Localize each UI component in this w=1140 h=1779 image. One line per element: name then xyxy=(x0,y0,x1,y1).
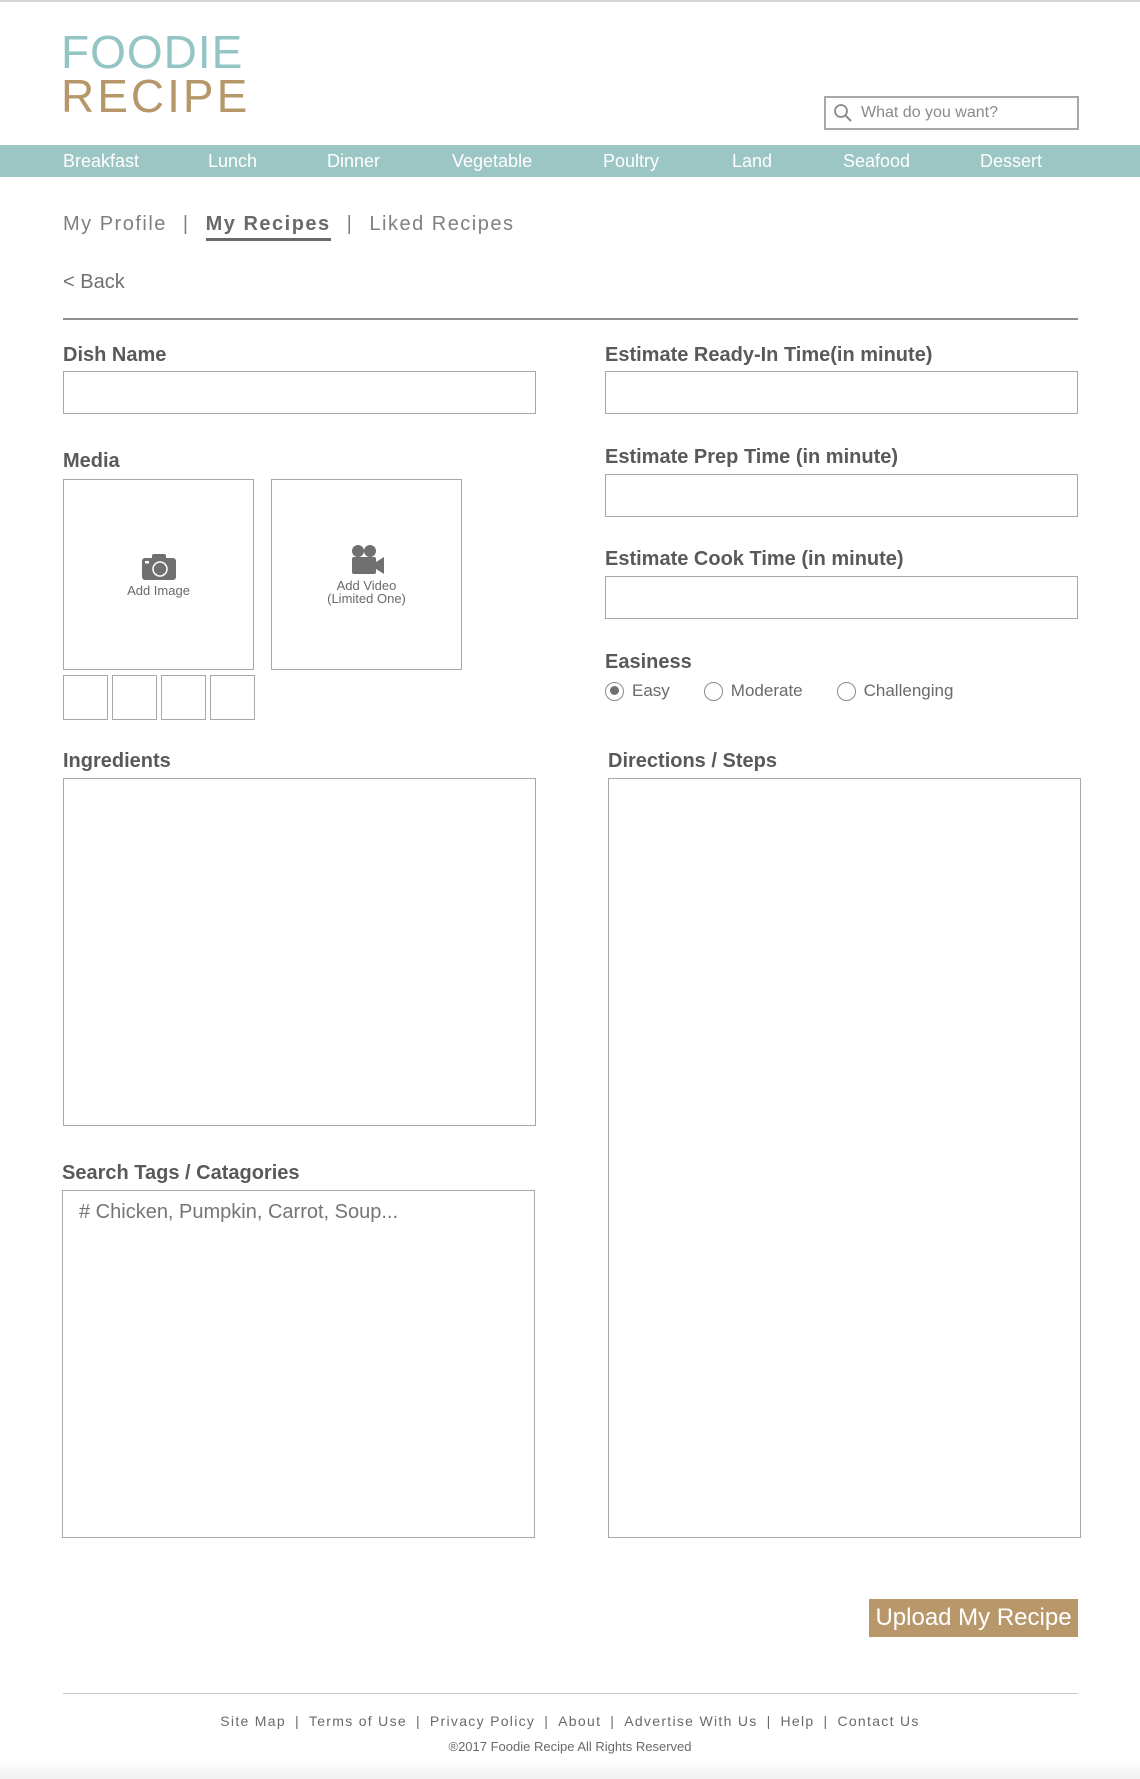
footer-link-help[interactable]: Help xyxy=(780,1713,815,1729)
radio-moderate[interactable] xyxy=(704,681,803,701)
search-tags-label: Search Tags / Catagories xyxy=(62,1162,300,1184)
cook-time-input[interactable] xyxy=(605,576,1078,619)
logo-line-recipe: RECIPE xyxy=(61,70,251,122)
tab-my-recipes[interactable]: My Recipes xyxy=(206,213,331,241)
add-image-label: Add Image xyxy=(127,582,190,598)
easiness-label: Easiness xyxy=(605,651,692,673)
section-divider xyxy=(63,318,1078,320)
copyright-text: ®2017 Foodie Recipe All Rights Reserved xyxy=(448,1739,692,1754)
radio-button[interactable] xyxy=(704,682,723,701)
tab-liked-recipes[interactable]: Liked Recipes xyxy=(369,213,515,235)
profile-subnav xyxy=(63,213,515,241)
footer-separator: | xyxy=(415,1713,421,1729)
directions-textarea[interactable] xyxy=(608,778,1081,1538)
site-logo[interactable] xyxy=(61,26,251,122)
tab-my-profile[interactable]: My Profile xyxy=(63,213,167,235)
footer-link-privacy[interactable]: Privacy Policy xyxy=(429,1713,536,1729)
search-icon xyxy=(833,103,853,123)
nav-item-breakfast[interactable]: Breakfast xyxy=(63,151,140,171)
footer-link-advertise[interactable]: Advertise With Us xyxy=(624,1713,758,1729)
directions-label: Directions / Steps xyxy=(608,750,777,772)
media-thumbnail[interactable] xyxy=(112,675,157,720)
cook-time-label: Estimate Cook Time (in minute) xyxy=(605,548,904,570)
footer-link-about[interactable]: About xyxy=(558,1713,602,1729)
dish-name-label: Dish Name xyxy=(63,344,167,366)
footer-separator: | xyxy=(610,1713,616,1729)
nav-item-seafood[interactable]: Seafood xyxy=(843,151,911,171)
add-image-button[interactable] xyxy=(63,479,254,670)
footer-separator: | xyxy=(294,1713,300,1729)
radio-button-selected[interactable] xyxy=(605,682,624,701)
footer-link-contact[interactable]: Contact Us xyxy=(837,1713,920,1729)
footer-separator: | xyxy=(766,1713,772,1729)
ingredients-label: Ingredients xyxy=(63,750,171,772)
dish-name-input[interactable] xyxy=(63,371,536,414)
logo-line-foodie: FOODIE xyxy=(61,26,244,78)
radio-button[interactable] xyxy=(837,682,856,701)
subnav-separator: | xyxy=(346,213,354,235)
nav-item-land[interactable]: Land xyxy=(732,151,773,171)
add-video-button[interactable] xyxy=(271,479,462,670)
media-thumbnail[interactable] xyxy=(161,675,206,720)
subnav-separator: | xyxy=(182,213,190,235)
add-video-label: Add Video xyxy=(336,578,397,593)
nav-item-poultry[interactable]: Poultry xyxy=(603,151,660,171)
add-video-note: (Limited One) xyxy=(327,591,406,606)
back-link[interactable]: < Back xyxy=(63,271,125,293)
radio-challenging-label: Challenging xyxy=(863,681,954,700)
search-box[interactable] xyxy=(824,96,1079,130)
search-input[interactable] xyxy=(861,104,1061,122)
ingredients-textarea[interactable] xyxy=(63,778,536,1126)
search-tags-textarea[interactable] xyxy=(62,1190,535,1538)
camera-icon xyxy=(140,553,178,581)
ready-time-label: Estimate Ready-In Time(in minute) xyxy=(605,344,933,366)
easiness-radio-group xyxy=(605,681,987,701)
nav-item-dinner[interactable]: Dinner xyxy=(327,151,381,171)
category-nav xyxy=(0,145,1140,177)
media-thumbnail[interactable] xyxy=(63,675,108,720)
nav-item-lunch[interactable]: Lunch xyxy=(208,151,258,171)
nav-item-vegetable[interactable]: Vegetable xyxy=(452,151,533,171)
nav-item-dessert[interactable]: Dessert xyxy=(980,151,1043,171)
footer-separator: | xyxy=(823,1713,829,1729)
top-border xyxy=(0,0,1140,2)
video-camera-icon xyxy=(348,544,386,576)
footer-link-site-map[interactable]: Site Map xyxy=(220,1713,286,1729)
radio-moderate-label: Moderate xyxy=(730,681,803,700)
upload-recipe-button[interactable]: Upload My Recipe xyxy=(869,1599,1078,1637)
footer-link-terms[interactable]: Terms of Use xyxy=(308,1713,407,1729)
footer-divider xyxy=(63,1693,1078,1694)
footer-separator: | xyxy=(544,1713,550,1729)
radio-easy-label: Easy xyxy=(632,681,670,700)
radio-easy[interactable] xyxy=(605,681,670,701)
prep-time-input[interactable] xyxy=(605,474,1078,517)
footer-links xyxy=(0,1713,1140,1729)
media-label: Media xyxy=(63,450,120,472)
bottom-fade xyxy=(0,1759,1140,1779)
radio-challenging[interactable] xyxy=(837,681,954,701)
media-thumbnail[interactable] xyxy=(210,675,255,720)
prep-time-label: Estimate Prep Time (in minute) xyxy=(605,446,899,468)
ready-time-input[interactable] xyxy=(605,371,1078,414)
